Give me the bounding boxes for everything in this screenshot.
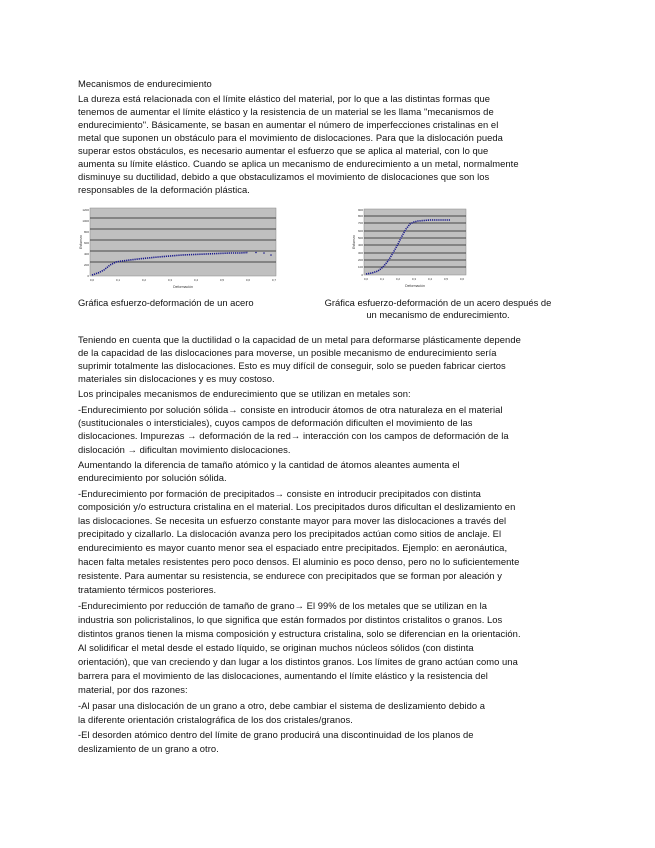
y-tick-label: 800 [357, 214, 363, 218]
x-tick-labels [364, 277, 465, 281]
y-tick-label: 800 [83, 230, 89, 234]
body-line: material, por dos razones: [78, 684, 188, 695]
y-tick-labels [82, 208, 89, 278]
body-line: distintos granos tienen la misma composición y estructura cristalina, solo se diferencian en la orientación. [78, 628, 521, 639]
intro-line: metal que suponen un obstáculo para el movimiento de dislocaciones. Para que la dislocación pueda [78, 132, 503, 143]
body-line: industria son policristalinos, lo que significa que están formados por distintos cristalitos o granos. Los [78, 614, 503, 625]
y-axis-label: Esfuerzo [352, 235, 356, 249]
y-tick-label: 600 [357, 229, 363, 233]
body-line: hacen falta metales resistentes pero poco densos. El aluminio es poco denso, pero no lo suficientemente [78, 556, 520, 567]
intro-line: superar estos obstáculos, es necesario aumentar el esfuerzo que se aplica al material, con lo que [78, 145, 489, 156]
section-title: Mecanismos de endurecimiento [78, 78, 212, 89]
x-tick-label: 0,2 [395, 277, 401, 281]
intro-line: aumenta su límite elástico. Cuando se aplica un mecanismo de endurecimiento a un metal, normalmente [78, 158, 519, 169]
x-tick-label: 0,7 [271, 278, 277, 282]
body-line: Aumentando la diferencia de tamaño atómico y la cantidad de átomos aleantes aumenta el [78, 459, 460, 470]
intro-line: disminuye su ductilidad, debido a que obstaculizamos el movimiento de dislocaciones que son los [78, 171, 490, 182]
caption-line: un mecanismo de endurecimiento. [366, 309, 510, 320]
y-tick-label: 400 [357, 243, 363, 247]
x-tick-label: 0,5 [443, 277, 449, 281]
y-tick-label: 200 [83, 263, 89, 267]
body-line: dislocaciones. Impurezas → deformación de la red→ interacción con los campos de deformación de la [78, 430, 509, 441]
x-tick-label: 0,6 [459, 277, 465, 281]
x-tick-label: 0,1 [379, 277, 385, 281]
y-tick-label: 1000 [82, 219, 89, 223]
body-line: barrera para el movimiento de las dislocaciones, aumentando el límite elástico y la resistencia del [78, 670, 488, 681]
intro-line: responsables de la deformación plástica. [78, 184, 250, 195]
body-line: Teniendo en cuenta que la ductilidad o la capacidad de un metal para deformarse plásticamente depende [78, 334, 521, 345]
x-tick-label: 0,4 [427, 277, 433, 281]
body-line: dislocación → dificultan movimiento dislocaciones. [78, 444, 291, 455]
x-tick-label: 0,1 [115, 278, 121, 282]
y-tick-label: 300 [357, 251, 363, 255]
body-line: -Al pasar una dislocación de un grano a otro, debe cambiar el sistema de deslizamiento debido a [78, 700, 486, 711]
body-line: (sustitucionales o intersticiales), cuyos campos de deformación dificulten el movimiento de las [78, 417, 473, 428]
x-tick-label: 0,2 [141, 278, 147, 282]
body-line: resistente. Para aumentar su resistencia, se endurece con precipitados que se forman por aleación y [78, 570, 502, 581]
body-line: endurecimiento por solución sólida. [78, 472, 227, 483]
body-line: la diferente orientación cristalográfica de los dos cristales/granos. [78, 714, 353, 725]
x-tick-label: 0,0 [89, 278, 95, 282]
y-axis-label: Esfuerzo [79, 235, 83, 249]
body-line: Los principales mecanismos de endurecimiento que se utilizan en metales son: [78, 388, 411, 399]
x-tick-label: 0,0 [363, 277, 369, 281]
body-line: tratamiento térmicos posteriores. [78, 584, 217, 595]
body-line: materiales sin dislocaciones y es muy costoso. [78, 373, 275, 384]
y-tick-label: 0 [361, 273, 363, 277]
body-line: deslizamiento de un grano a otro. [78, 743, 219, 754]
body-line: las dislocaciones. Se necesita un esfuerzo constante mayor para mover las dislocaciones a través del [78, 515, 507, 526]
body-line: composición y/o estructura cristalina en el material. Los precipitados duros dificultan el deslizamiento en [78, 501, 516, 512]
y-tick-label: 0 [87, 274, 89, 278]
body-line: -Endurecimiento por reducción de tamaño de grano→ El 99% de los metales que se utilizan en la [78, 600, 488, 611]
body-line: suprimir totalmente las dislocaciones. Esto es muy difícil de conseguir, solo se pueden fabricar ciertos [78, 360, 506, 371]
body-line: de la capacidad de las dislocaciones para moverse, un posible mecanismo de endurecimiento sería [78, 347, 497, 358]
stress-strain-chart-left [78, 204, 278, 290]
body-line: -El desorden atómico dentro del límite de grano producirá una discontinuidad de los planos de [78, 729, 474, 740]
y-tick-label: 1200 [82, 208, 89, 212]
x-axis-label: Deformación [405, 284, 425, 288]
stress-strain-chart-right [350, 205, 470, 289]
intro-line: tenemos de aumentar el límite elástico y la resistencia de un material se les llama "mecanismos de [78, 106, 494, 117]
x-tick-label: 0,4 [193, 278, 199, 282]
x-tick-label: 0,3 [411, 277, 417, 281]
body-line: endurecimiento es mayor cuanto menor sea el espaciado entre precipitados. Ejemplo: en aeronáutica, [78, 542, 508, 553]
x-axis-label: Deformación [173, 285, 193, 289]
y-tick-label: 500 [357, 236, 363, 240]
y-tick-label: 900 [357, 208, 363, 212]
plot-area [364, 209, 466, 275]
y-tick-label: 400 [83, 252, 89, 256]
figure-caption-right [308, 297, 568, 321]
body-line: precipitado y cizallarlo. La dislocación avanza pero los precipitados actúan como sitios de anclaje. El [78, 528, 502, 539]
y-tick-label: 200 [357, 258, 363, 262]
intro-line: La dureza está relacionada con el límite elástico del material, por lo que a las distintas formas que [78, 93, 491, 104]
figure-caption-left: Gráfica esfuerzo-deformación de un acero [78, 297, 254, 308]
x-tick-label: 0,3 [167, 278, 173, 282]
x-tick-label: 0,5 [219, 278, 225, 282]
body-line: -Endurecimiento por solución sólida→ consiste en introducir átomos de otra naturaleza en el material [78, 404, 503, 415]
y-tick-label: 600 [83, 241, 89, 245]
body-line: -Endurecimiento por formación de precipitados→ consiste en introducir precipitados con distinta [78, 488, 481, 499]
y-tick-labels [358, 208, 363, 277]
intro-line: endurecimiento". Básicamente, se basan en aumentar el número de imperfecciones cristalinas en el [78, 119, 499, 130]
caption-line: Gráfica esfuerzo-deformación de un acero después de [324, 297, 552, 308]
body-line: orientación), que van creciendo y dan lugar a los distintos granos. Los límites de grano actúan como una [78, 656, 518, 667]
y-tick-label: 700 [357, 221, 363, 225]
body-line: Al solidificar el metal desde el estado líquido, se originan muchos núcleos sólidos (con distinta [78, 642, 474, 653]
y-tick-label: 100 [357, 265, 363, 269]
x-tick-label: 0,6 [245, 278, 251, 282]
x-tick-labels [90, 278, 277, 282]
